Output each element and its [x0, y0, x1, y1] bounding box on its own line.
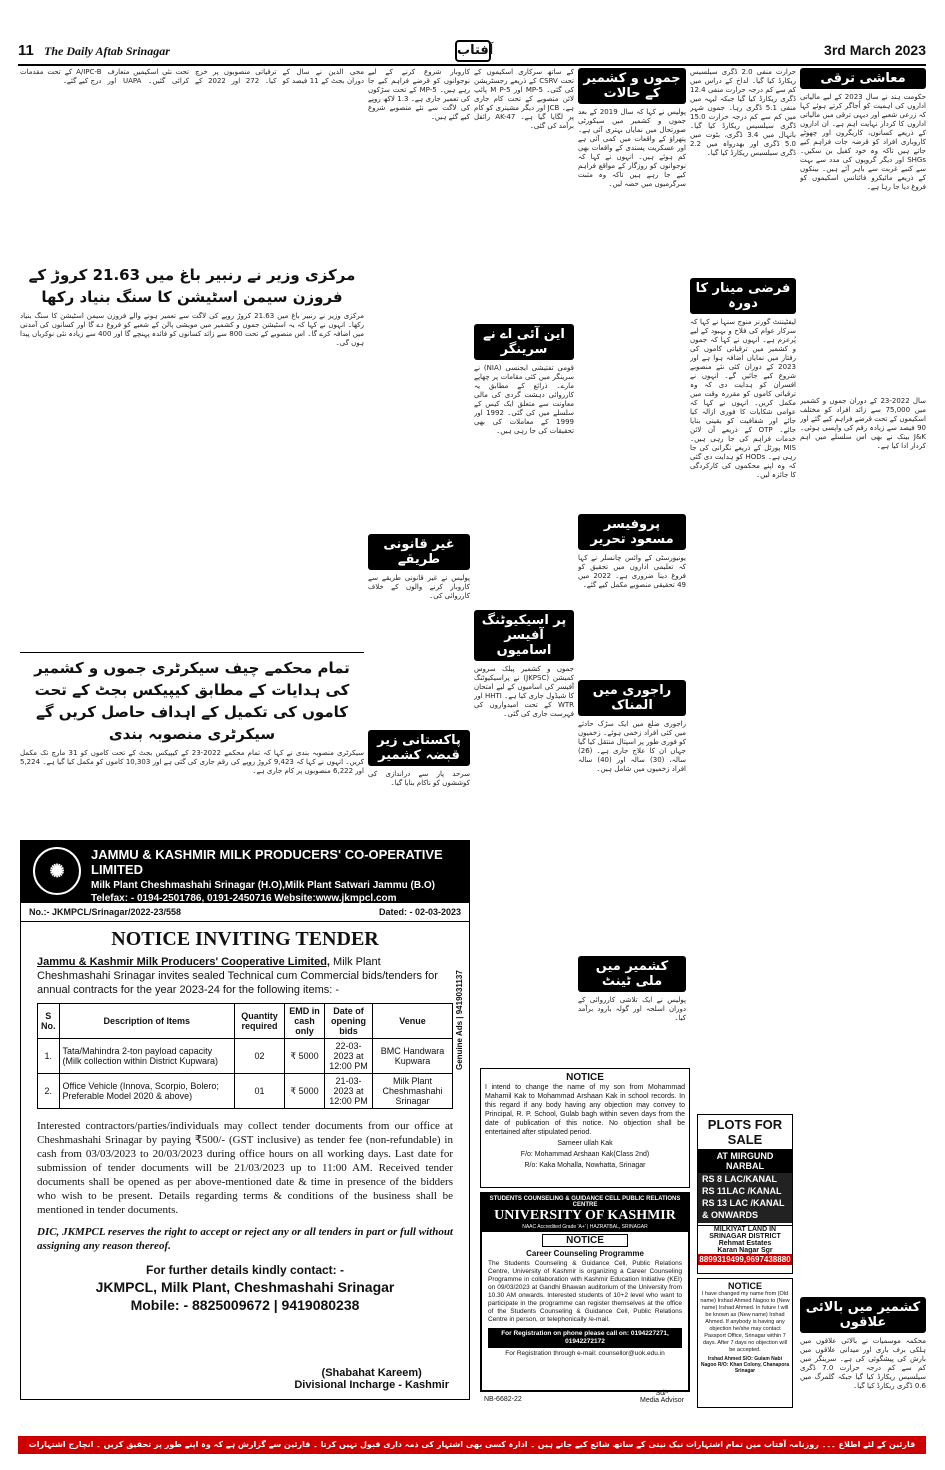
notice-signer: Irshad Ahmed S/O: Gulam Nabi Nagoo R/O: Khan Colony, Chanapora Srinagar — [700, 1356, 790, 1374]
col-header: S No. — [38, 1004, 60, 1039]
cell-venue: BMC Handwara Kupwara — [373, 1039, 453, 1074]
ref-number: No.:- JKMPCL/Srinagar/2022-23/558 — [29, 907, 182, 917]
column-5-heading-2: پاکستانی زیر قبضہ کشمیر — [368, 730, 470, 766]
plots-rate: RS 13 LAC /KANAL — [698, 1197, 792, 1209]
tender-header — [21, 841, 469, 903]
cell-desc: Tata/Mahindra 2-ton payload capacity (Milk collection within District Kupwara) — [59, 1039, 235, 1074]
column-1-heading-2: کشمیر میں بالائی علاقوں — [800, 1297, 926, 1333]
column-1-body: حکومت ہند نے سال 2023 کے لیے مالیاتی اداروں کی اہمیت کو اُجاگر کرتے ہوئے کہا کہ زرعی شعبے اور دیہی ترقی میں مالیاتی اداروں کا کردار نہایت اہم ہے۔ ان اداروں کے ذریعے کسانوں، کاریگروں اور چھوٹے کاروباری افراد کو قرضہ جات فراہم کیے جاتے ہیں تاکہ وہ خود کفیل بن سکیں۔ SHGs اور دیگر گروپوں کی مدد سے بہت سے کنبے غربت سے باہر آئے ہیں۔ بینکوں کے ذریعے مائیکرو فائنانس اسکیموں کو فروغ دیا جا رہا ہے۔ — [800, 93, 926, 191]
org-logo-icon: ✺ — [33, 847, 81, 895]
items-table — [37, 1003, 453, 1109]
column-6-heading-2: تمام محکمے چیف سیکرٹری جموں و کشمیر کی ہدایات کے مطابق کیپیکس بجٹ کے تحت کاموں کی تکمیل کے اہداف حاصل کریں گے سیکرٹری منصوبہ بندی — [34, 659, 350, 743]
cell-emd: ₹ 5000 — [285, 1074, 325, 1109]
ad-reference: NB-6682-22 — [484, 1396, 522, 1403]
notice-body: I intend to change the name of my son from Mohammad Mahamil Kak to Mohammad Arshaan Kak in school records. In this regard if any body having any objection may convey to Principal, R. P. School, Gulab bagh within seven days from the date of publication of this notice. No objection shall be entertained after stipulated period. — [485, 1084, 685, 1136]
column-4-body-2: قومی تفتیشی ایجنسی (NIA) نے سرینگر میں کئی مقامات پر چھاپے مارے۔ ذرائع کے مطابق یہ کارروائی دہشت گردی کی مالی معاونت سے متعلق ایک کیس کے سلسلے میں کی گئی۔ 1992 اور 1999 کے معاملات کی بھی تحقیقات کی جا رہی ہیں۔ — [474, 364, 574, 435]
tender-signature — [294, 1367, 449, 1391]
issue-date: 3rd March 2023 — [824, 42, 926, 58]
tender-reserve: DIC, JKMPCL reserves the right to accept or reject any or all tenders in part or full without assigning any reason thereof. — [37, 1226, 453, 1252]
university-subtitle: NAAC Accredited Grade 'A+' | HAZRATBAL, SRINAGAR — [522, 1224, 648, 1230]
col-header: Quantity required — [235, 1004, 285, 1039]
tender-ad — [20, 840, 470, 1400]
cell-sno: 2. — [38, 1074, 60, 1109]
plots-firm: Rehmat Estates — [718, 1240, 772, 1247]
column-3-heading-4: کشمیر میں ملی ٹینٹ — [578, 956, 686, 992]
tender-intro — [21, 955, 469, 997]
university-header — [482, 1194, 688, 1232]
plots-ad — [697, 1114, 793, 1274]
cell-venue: Milk Plant Cheshmashahi Srinagar — [373, 1074, 453, 1109]
column-1-body-2: سال 2022-23 کے دوران جموں و کشمیر میں 75,000 سے زائد افراد کو مختلف اسکیموں کے تحت قرضے فراہم کیے گئے اور 90 فیصد سے زیادہ رقم کی واپسی ہوئی۔ J&K بینک نے بھی اس سلسلے میں اہم کردار ادا کیا ہے۔ — [800, 397, 926, 450]
contact-label: For further details kindly contact: - — [145, 1263, 345, 1277]
column-6-body-3: سیکرٹری منصوبہ بندی نے کہا کہ تمام محکمے 2022-23 کے کیپیکس بجٹ کے تحت کاموں کو 31 مارچ تک مکمل کریں۔ انہوں نے کہا کہ 9,423 کروڑ روپے کی رقم جاری کی گئی ہے اور 10,303 کاموں کو مکمل کیا گیا ہے۔ 5,224 اور 6,222 منصوبوں پر کام جاری ہے۔ — [20, 749, 364, 775]
table-row — [38, 1039, 453, 1074]
column-2-body: حرارت منفی 2.0 ڈگری سیلسیس ریکارڈ کیا گیا۔ لداخ کے دراس میں کم سے کم درجہ حرارت منفی 12.4 ڈگری ریکارڈ کیا گیا جبکہ لیہہ میں منفی 5.1 ڈگری رہا۔ جموں شہر میں کم سے کم درجہ حرارت 15.0 ڈگری سیلسیس ریکارڈ کیا گیا۔ بانہال میں 3.4 ڈگری، بٹوت میں 5.0 ڈگری اور بھدرواہ میں 2.2 ڈگری سیلسیس ریکارڈ کیا گیا۔ — [690, 68, 796, 157]
programme-title: Career Counseling Programme — [526, 1249, 644, 1258]
table-row — [38, 1074, 453, 1109]
cell-date: 21-03-2023 at 12:00 PM — [325, 1074, 373, 1109]
notice-title: NOTICE — [566, 1072, 604, 1083]
column-3-body-4: پولیس نے ایک تلاشی کارروائی کے دوران اسلحہ اور گولہ بارود برآمد کیا۔ — [578, 996, 686, 1022]
university-cell: STUDENTS COUNSELING & GUIDANCE CELL PUBLIC RELATIONS CENTRE — [489, 1196, 681, 1208]
column-1-heading: معاشی ترقی — [800, 68, 926, 89]
university-notice-label: NOTICE — [542, 1234, 628, 1247]
cell-emd: ₹ 5000 — [285, 1039, 325, 1074]
tender-body: Interested contractors/parties/individuals may collect tender documents from our office at Cheshmashahi Srinagar by paying ₹500/- (GST inclusive) as tender fee (non-refundable) in cash from 03/03/2023 to 20/03/2023 during office hours on all working days. Last date for submission of tender documents will be 21/03/2023 up to 11:00 AM. Received tender documents shall be opened as per above-mentioned date & time in presence of the bidders who wish to be present. Details regarding terms & conditions of the business shall be mentioned in tender documents. — [37, 1120, 453, 1216]
cell-qty: 01 — [235, 1074, 285, 1109]
contact-org: JKMPCL, Milk Plant, Cheshmashahi Srinagar — [95, 1279, 395, 1295]
sign-name: (Shabahat Kareem) — [321, 1367, 422, 1379]
column-6 — [20, 68, 364, 839]
column-3-heading-2: پروفیسر مسعود تحریر — [578, 514, 686, 550]
plots-property: MILKIYAT LAND IN SRINAGAR DISTRICT — [698, 1225, 792, 1240]
notice-title: NOTICE — [727, 1281, 762, 1291]
plots-rate: & ONWARDS — [698, 1209, 792, 1223]
notice-signer: Sameer ullah Kak — [557, 1140, 613, 1147]
plots-person: Karan Nagar Sgr — [717, 1247, 773, 1254]
passport-notice — [697, 1278, 793, 1408]
sign-title: Divisional Incharge - Kashmir — [294, 1379, 449, 1391]
column-6-heading: مرکزی وزیر نے رنبیر باغ میں 21.63 کروڑ کے فروزن سیمن اسٹیشن کا سنگ بنیاد رکھا — [28, 266, 356, 306]
column-5-body-2: پولیس نے غیر قانونی طریقے سے کاروبار کرنے والوں کے خلاف کارروائی کی۔ — [368, 574, 470, 600]
column-4-body: کے ساتھ سرکاری اسکیموں کے تحت CSRV کے ذریعے رجسٹریشن کی گئی۔ MP-5 اور M P-5 پائپ لائن منصوبے کے تحت کام جاری ہے۔ JCB اور دیگر مشینری کو کام پر لگایا گیا ہے۔ AK-47 رائفل برآمد کی گئی۔ — [474, 68, 574, 130]
vertical-ad-label: Genuine Ads | 9419031137 — [455, 970, 464, 1070]
name-change-notice — [480, 1068, 690, 1188]
col-header: Venue — [373, 1004, 453, 1039]
column-4-heading: این آئی اے نے سرینگر — [474, 324, 574, 360]
university-name: UNIVERSITY OF KASHMIR — [494, 1208, 676, 1223]
programme-body: The Students Counseling & Guidance Cell, Public Relations Centre, University of Kashmir is organizing a Career Counseling Programme in collaboration with Kashmir Education Initiative (KEI) on 09/03/2023 at Gandhi Bhawan auditorium of the University from 10.30 AM onwards. Interested students of 10+2 level who want to participate in the programme can register themselves at the office of the Students Counseling & Guidance Cell, Public Relations Centre in person, or telephonically /e-mail. — [488, 1260, 682, 1323]
column-3-body: پولیس نے کہا کہ سال 2019 کے بعد جموں و کشمیر میں سیکورٹی صورتحال میں نمایاں بہتری آئی ہے۔ پتھراؤ کے واقعات میں کمی آئی ہے اور عسکریت پسندی کے واقعات بھی کم ہوئے ہیں۔ انہوں نے کہا کہ نوجوانوں کو روزگار کے مواقع فراہم کیے جا رہے ہیں تاکہ وہ مثبت سرگرمیوں میں حصہ لیں۔ — [578, 108, 686, 188]
plots-rate: RS 11LAC /KANAL — [698, 1185, 792, 1197]
cell-qty: 02 — [235, 1039, 285, 1074]
tender-title: NOTICE INVITING TENDER — [111, 928, 379, 950]
ad-signoff — [640, 1390, 684, 1404]
sd-label: Sd/- — [655, 1390, 669, 1397]
cell-date: 22-03-2023 at 12:00 PM — [325, 1039, 373, 1074]
column-5-body: کاروبار شروع کرنے کے لیے نوجوانوں کو قرضے فراہم کیے جا رہے ہیں۔ MP-5 کے تحت سڑکوں کی تعمیر جاری ہے۔ 1.3 لاکھ روپے کی لاگت سے نئے منصوبے شروع کیے گئے ہیں۔ — [368, 68, 470, 121]
column-4 — [474, 68, 574, 1015]
column-1 — [800, 68, 926, 1457]
column-5-heading: غیر قانونی طریقے — [368, 534, 470, 570]
column-3 — [578, 68, 686, 1036]
cell-sno: 1. — [38, 1039, 60, 1074]
notice-signer-relation: F/o: Mohammad Arshaan Kak(Class 2nd) — [520, 1151, 650, 1158]
column-4-heading-2: پر اسیکیوٹنگ آفیسر اسامیوں — [474, 610, 574, 661]
column-6-body: محی الدین نے سال کے دوران بجٹ کے 11 فیصد کو ترقیاتی منصوبوں پر خرچ کیا۔ 272 اور 2022 کے تحت نئی اسکیمیں متعارف کرائی گئیں۔ UAPA اور A/IPC-B کے تحت مقدمات درج کیے گئے۔ — [20, 68, 364, 85]
column-5 — [368, 68, 470, 860]
plots-location: AT MIRGUND NARBAL — [698, 1149, 792, 1173]
intro-text: Milk Plant Cheshmashahi Srinagar invites sealed Technical cum Commercial bids/tenders for annual contracts for the year 2023-24 for the following items: - — [37, 956, 438, 996]
column-2 — [690, 68, 796, 1118]
column-2-heading: فرضی مینار کا دورہ — [690, 278, 796, 314]
col-header: Description of Items — [59, 1004, 235, 1039]
plots-title: PLOTS FOR SALE — [707, 1117, 783, 1147]
plots-rate: RS 8 LAC/KANAL — [698, 1173, 792, 1185]
registration-email: For Registration through e-mail: counsellor@uok.edu.in — [505, 1350, 665, 1357]
contact-mobile: Mobile: - 8825009672 | 9419080238 — [130, 1297, 360, 1313]
column-6-body-2: مرکزی وزیر نے رنبیر باغ میں 21.63 کروڑ روپے کی لاگت سے تعمیر ہونے والے فروزن سیمن اسٹیشن کا سنگ بنیاد رکھا۔ انہوں نے کہا کہ یہ اسٹیشن جموں و کشمیر میں مویشی پالن کے شعبے کو فروغ دے گا اور کسانوں کی آمدنی میں اضافہ کرے گا۔ اس منصوبے کے تحت 800 سے زائد کسانوں کو فائدہ پہنچے گا اور 400 سے زیادہ نئی نوکریاں پیدا ہوں گی۔ — [20, 312, 364, 347]
col-header: EMD in cash only — [285, 1004, 325, 1039]
registration-phone: For Registration on phone please call on: 0194227271, 01942272172 — [488, 1328, 682, 1348]
paper-name: The Daily Aftab Srinagar — [44, 44, 170, 58]
column-3-heading: جموں و کشمیر کے حالات — [578, 68, 686, 104]
disclaimer-bar: قارئین کے لئے اطلاع ۔۔۔ روزنامہ آفتاب میں تمام اشتہارات نیک نیتی کے ساتھ شائع کیے جاتے ہیں ۔ ادارہ کسی بھی اشتہار کی ذمہ داری قبول نہیں کرتا ۔ قارئین سے گزارش ہے کہ وہ اپنے طور پر تحقیق کریں ۔ انچارج اشتہارات — [18, 1436, 926, 1454]
table-header-row — [38, 1004, 453, 1039]
org-telefax: Telefax: - 0194-2501786, 0191-2450716 Website:www.jkmpcl.com — [91, 893, 397, 904]
col-header: Date of opening bids — [325, 1004, 373, 1039]
plots-phone: 8899319499,9697438880 — [699, 1255, 791, 1264]
media-advisor: Media Advisor — [640, 1397, 684, 1404]
org-address: Milk Plant Cheshmashahi Srinagar (H.O),Milk Plant Satwari Jammu (B.O) — [91, 880, 435, 891]
notice-body: I have changed my name from (Old name) Irshad Ahmed Nagoo to (New name) Irshad Ahmed. In future I will be known as (New name) Irshad Ahmed. If anybody is having any objection he/she may contact Passport Office, Srinagar within 7 days. After 7 days no objection will be accepted. — [700, 1291, 790, 1353]
page-number: 11 — [18, 42, 34, 59]
column-3-body-3: راجوری ضلع میں ایک سڑک حادثے میں کئی افراد زخمی ہوئے۔ زخمیوں کو فوری طور پر اسپتال منتقل کیا گیا جہاں ان کا علاج جاری ہے۔ (26) سالہ، (30) سالہ اور (40) سالہ افراد زخمیوں میں شامل ہیں۔ — [578, 720, 686, 773]
masthead — [18, 40, 926, 66]
divider — [20, 652, 364, 653]
column-3-body-2: یونیورسٹی کے وائس چانسلر نے کہا کہ تعلیمی اداروں میں تحقیق کو فروغ دینا ضروری ہے۔ 2022 میں 49 تحقیقی منصوبے مکمل کیے گئے۔ — [578, 554, 686, 589]
tender-reference — [21, 903, 469, 922]
notice-signer-address: R/o: Kaka Mohalla, Nowhatta, Srinagar — [524, 1162, 646, 1169]
column-5-body-3: سرحد پار سے دراندازی کی کوششوں کو ناکام بنایا گیا۔ — [368, 770, 470, 787]
column-1-body-3: محکمہ موسمیات نے بالائی علاقوں میں ہلکی برف باری اور میدانی علاقوں میں بارش کی پیشگوئی کی ہے۔ سرینگر میں کم سے کم درجہ حرارت 7.0 ڈگری سیلسیس ریکارڈ کیا گیا جبکہ گلمرگ میں 0.6 ڈگری ریکارڈ کیا گیا۔ — [800, 1337, 926, 1390]
university-ad — [480, 1192, 690, 1392]
cell-desc: Office Vehicle (Innova, Scorpio, Bolero; Preferable Model 2020 & above) — [59, 1074, 235, 1109]
intro-org: Jammu & Kashmir Milk Producers' Cooperative Limited, — [37, 956, 330, 968]
newspaper-logo: آفتاب — [455, 40, 491, 62]
org-name: JAMMU & KASHMIR MILK PRODUCERS' CO-OPERATIVE LIMITED — [91, 847, 443, 877]
column-4-body-3: جموں و کشمیر پبلک سروس کمیشن (JKPSC) نے پراسیکیوٹنگ آفیسر کی اسامیوں کے لیے امتحان کا شیڈول جاری کیا ہے۔ HHTI اور WTR کے تحت امیدواروں کی فہرست جاری کی گئی۔ — [474, 665, 574, 718]
ref-date: Dated: - 02-03-2023 — [378, 907, 461, 917]
column-2-body-2: لیفٹیننٹ گورنر منوج سنہا نے کہا کہ سرکار عوام کی فلاح و بہبود کے لیے پُرعزم ہے۔ انہوں نے کہا کہ جموں و کشمیر میں ترقیاتی کاموں کی رفتار میں نمایاں اضافہ ہوا ہے اور 2023 کے دوران کئی نئے منصوبے شروع کیے جائیں گے۔ انہوں نے افسران کو ہدایت دی کہ وہ ترقیاتی کاموں کو مقررہ وقت میں مکمل کریں۔ انہوں نے کہا کہ عوامی شکایات کا فوری ازالہ کیا جائے اور شفافیت کو یقینی بنایا جائے۔ OTP کے ذریعے آن لائن خدمات فراہم کی جا رہی ہیں۔ MIS پورٹل کے ذریعے نگرانی کی جا رہی ہے۔ HODs کو ہدایت دی گئی کہ وہ اپنے محکموں کی کارکردگی کا جائزہ لیں۔ — [690, 318, 796, 479]
column-3-heading-3: راجوری میں المناک — [578, 680, 686, 716]
